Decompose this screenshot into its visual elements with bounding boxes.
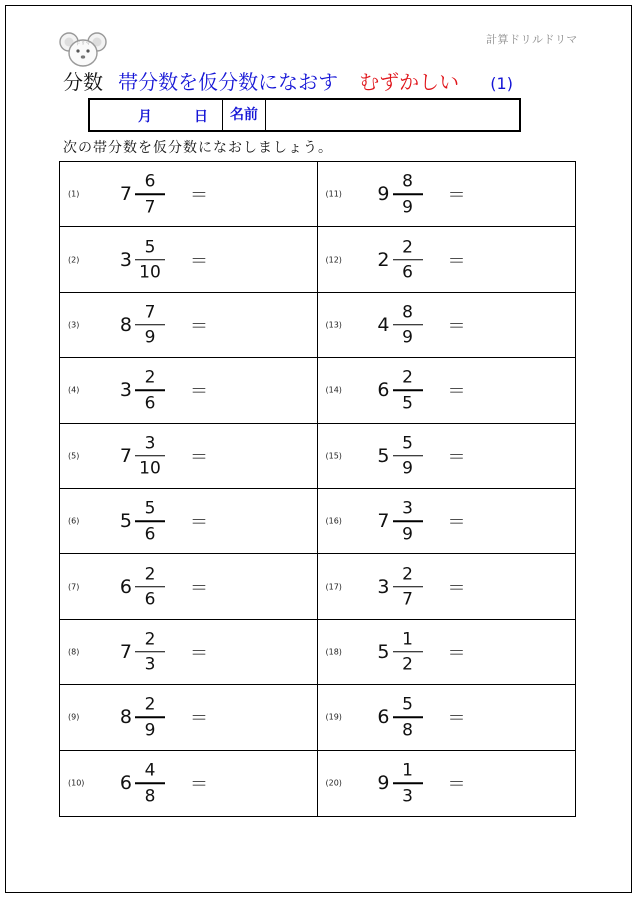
problem-number: (15) xyxy=(325,451,342,461)
problem-cell[interactable] xyxy=(60,162,318,227)
fraction xyxy=(135,498,165,544)
whole-number: 3 xyxy=(119,379,132,402)
problem-number: (7) xyxy=(68,582,80,592)
numerator: 2 xyxy=(402,236,413,257)
whole-number: 7 xyxy=(119,183,132,206)
fraction xyxy=(393,237,423,283)
problem-number: (19) xyxy=(325,712,342,722)
fraction-bar xyxy=(135,259,165,261)
fraction xyxy=(135,629,165,675)
problem-cell[interactable] xyxy=(318,751,576,816)
whole-number: 9 xyxy=(377,183,390,206)
fraction-bar xyxy=(135,783,165,785)
title-category: 分数 xyxy=(63,70,103,94)
fraction-bar xyxy=(393,651,423,653)
numerator: 6 xyxy=(144,171,156,192)
fraction xyxy=(135,564,165,610)
equals-sign: ＝ xyxy=(190,381,208,403)
name-label: 名前 xyxy=(223,100,266,130)
fraction xyxy=(393,498,423,544)
fraction xyxy=(135,761,165,807)
fraction xyxy=(393,433,423,479)
numerator: 2 xyxy=(144,629,156,650)
problem-number: (10) xyxy=(68,778,85,788)
equals-sign: ＝ xyxy=(447,185,466,207)
denominator: 3 xyxy=(144,654,156,675)
problem-cell[interactable] xyxy=(318,554,576,619)
whole-number: 4 xyxy=(377,313,390,336)
whole-number: 7 xyxy=(377,510,390,533)
denominator: 3 xyxy=(402,786,413,807)
fraction xyxy=(393,564,423,610)
problem-number: (1) xyxy=(68,189,80,199)
date-field[interactable] xyxy=(90,100,223,130)
fraction-bar xyxy=(393,324,423,326)
whole-number: 6 xyxy=(377,706,390,729)
denominator: 9 xyxy=(144,327,156,348)
page-title xyxy=(63,66,513,96)
equals-sign: ＝ xyxy=(190,446,208,468)
equals-sign: ＝ xyxy=(447,446,466,468)
whole-number: 8 xyxy=(119,313,132,336)
denominator: 6 xyxy=(144,523,156,544)
denominator: 7 xyxy=(144,196,156,217)
problem-cell[interactable] xyxy=(60,554,318,619)
numerator: 3 xyxy=(402,498,413,519)
fraction-bar xyxy=(393,193,423,195)
problem-number: (16) xyxy=(325,516,342,526)
fraction-bar xyxy=(135,324,165,326)
fraction-bar xyxy=(135,717,165,719)
equals-sign: ＝ xyxy=(190,577,208,599)
numerator: 5 xyxy=(402,433,413,454)
fraction xyxy=(135,302,165,348)
fraction xyxy=(135,171,165,217)
numerator: 1 xyxy=(402,629,413,650)
numerator: 3 xyxy=(144,433,156,454)
denominator: 7 xyxy=(402,589,413,610)
mouse-logo-icon xyxy=(58,30,108,68)
numerator: 1 xyxy=(402,760,413,781)
equals-sign: ＝ xyxy=(190,774,208,796)
name-date-box xyxy=(88,98,521,132)
problem-cell[interactable] xyxy=(60,685,318,750)
problem-number: (12) xyxy=(325,255,342,265)
fraction-bar xyxy=(135,586,165,588)
equals-sign: ＝ xyxy=(190,512,208,534)
whole-number: 6 xyxy=(119,772,132,795)
fraction xyxy=(393,629,423,675)
equals-sign: ＝ xyxy=(190,250,208,272)
problem-number: (2) xyxy=(68,255,80,265)
problem-cell[interactable] xyxy=(60,751,318,816)
whole-number: 5 xyxy=(377,444,390,467)
fraction-bar xyxy=(393,520,423,522)
site-name: 計算ドリルドリマ xyxy=(486,33,578,46)
whole-number: 5 xyxy=(119,510,132,533)
whole-number: 3 xyxy=(377,575,390,598)
fraction xyxy=(135,368,165,414)
fraction-bar xyxy=(135,193,165,195)
problem-cell[interactable] xyxy=(60,489,318,554)
whole-number: 8 xyxy=(119,706,132,729)
problem-cell[interactable] xyxy=(318,685,576,750)
problem-number: (6) xyxy=(68,516,80,526)
fraction-bar xyxy=(135,455,165,457)
whole-number: 7 xyxy=(119,444,132,467)
numerator: 5 xyxy=(402,694,413,715)
logo-text: ドリマ xyxy=(75,41,91,47)
problem-cell[interactable] xyxy=(318,227,576,292)
numerator: 4 xyxy=(144,760,156,781)
fraction-bar xyxy=(393,455,423,457)
numerator: 2 xyxy=(402,563,413,584)
denominator: 9 xyxy=(402,196,413,217)
problem-cell[interactable] xyxy=(318,424,576,489)
problem-cell[interactable] xyxy=(60,424,318,489)
fraction xyxy=(393,695,423,741)
problem-cell[interactable] xyxy=(60,227,318,292)
problem-number: (5) xyxy=(68,451,80,461)
title-difficulty: むずかしい xyxy=(359,70,460,94)
denominator: 9 xyxy=(402,523,413,544)
numerator: 2 xyxy=(144,694,156,715)
fraction-bar xyxy=(393,586,423,588)
title-topic: 帯分数を仮分数になおす xyxy=(118,70,339,94)
problem-grid xyxy=(59,161,576,817)
equals-sign: ＝ xyxy=(190,708,208,730)
numerator: 5 xyxy=(144,498,156,519)
whole-number: 7 xyxy=(119,640,132,663)
whole-number: 6 xyxy=(119,575,132,598)
fraction-bar xyxy=(393,390,423,392)
fraction xyxy=(393,368,423,414)
problem-cell[interactable] xyxy=(60,358,318,423)
problem-cell[interactable] xyxy=(318,162,576,227)
denominator: 6 xyxy=(402,262,413,283)
problem-number: (18) xyxy=(325,647,342,657)
denominator: 9 xyxy=(402,327,413,348)
equals-sign: ＝ xyxy=(447,577,466,599)
fraction-bar xyxy=(135,390,165,392)
problem-number: (17) xyxy=(325,582,342,592)
whole-number: 6 xyxy=(377,379,390,402)
problem-number: (9) xyxy=(68,712,80,722)
problem-number: (14) xyxy=(325,385,342,395)
whole-number: 3 xyxy=(119,248,132,271)
instruction-text: 次の帯分数を仮分数になおしましょう。 xyxy=(63,140,333,156)
whole-number: 5 xyxy=(377,640,390,663)
fraction-bar xyxy=(135,651,165,653)
equals-sign: ＝ xyxy=(447,381,466,403)
name-field[interactable] xyxy=(266,100,519,130)
equals-sign: ＝ xyxy=(447,315,466,337)
sheet-number: (1) xyxy=(490,74,513,93)
equals-sign: ＝ xyxy=(190,315,208,337)
denominator: 9 xyxy=(144,720,156,741)
problem-cell[interactable] xyxy=(318,620,576,685)
problem-number: (13) xyxy=(325,320,342,330)
denominator: 9 xyxy=(402,458,413,479)
equals-sign: ＝ xyxy=(447,774,466,796)
problem-cell[interactable] xyxy=(60,293,318,358)
denominator: 8 xyxy=(402,720,413,741)
numerator: 7 xyxy=(144,302,156,323)
equals-sign: ＝ xyxy=(190,185,208,207)
problem-cell[interactable] xyxy=(60,620,318,685)
whole-number: 9 xyxy=(377,772,390,795)
equals-sign: ＝ xyxy=(447,642,466,664)
whole-number: 2 xyxy=(377,248,390,271)
numerator: 2 xyxy=(144,563,156,584)
problem-cell[interactable] xyxy=(318,293,576,358)
denominator: 5 xyxy=(402,393,413,414)
numerator: 8 xyxy=(402,302,413,323)
fraction xyxy=(135,237,165,283)
fraction xyxy=(135,433,165,479)
problem-cell[interactable] xyxy=(318,358,576,423)
problem-cell[interactable] xyxy=(318,489,576,554)
numerator: 8 xyxy=(402,171,413,192)
problem-number: (20) xyxy=(325,778,342,788)
fraction-bar xyxy=(393,783,423,785)
denominator: 10 xyxy=(139,262,161,283)
fraction xyxy=(135,695,165,741)
numerator: 2 xyxy=(144,367,156,388)
fraction-bar xyxy=(393,717,423,719)
equals-sign: ＝ xyxy=(190,642,208,664)
numerator: 2 xyxy=(402,367,413,388)
numerator: 5 xyxy=(144,236,156,257)
fraction xyxy=(393,302,423,348)
equals-sign: ＝ xyxy=(447,250,466,272)
problem-number: (8) xyxy=(68,647,80,657)
problem-number: (11) xyxy=(325,189,342,199)
fraction xyxy=(393,761,423,807)
fraction-bar xyxy=(393,259,423,261)
month-label: 月 xyxy=(138,109,152,125)
problem-number: (3) xyxy=(68,320,80,330)
denominator: 8 xyxy=(144,786,156,807)
day-label: 日 xyxy=(194,109,208,125)
denominator: 10 xyxy=(139,458,161,479)
fraction-bar xyxy=(135,520,165,522)
denominator: 2 xyxy=(402,654,413,675)
denominator: 6 xyxy=(144,393,156,414)
equals-sign: ＝ xyxy=(447,512,466,534)
equals-sign: ＝ xyxy=(447,708,466,730)
fraction xyxy=(393,171,423,217)
denominator: 6 xyxy=(144,589,156,610)
problem-number: (4) xyxy=(68,385,80,395)
